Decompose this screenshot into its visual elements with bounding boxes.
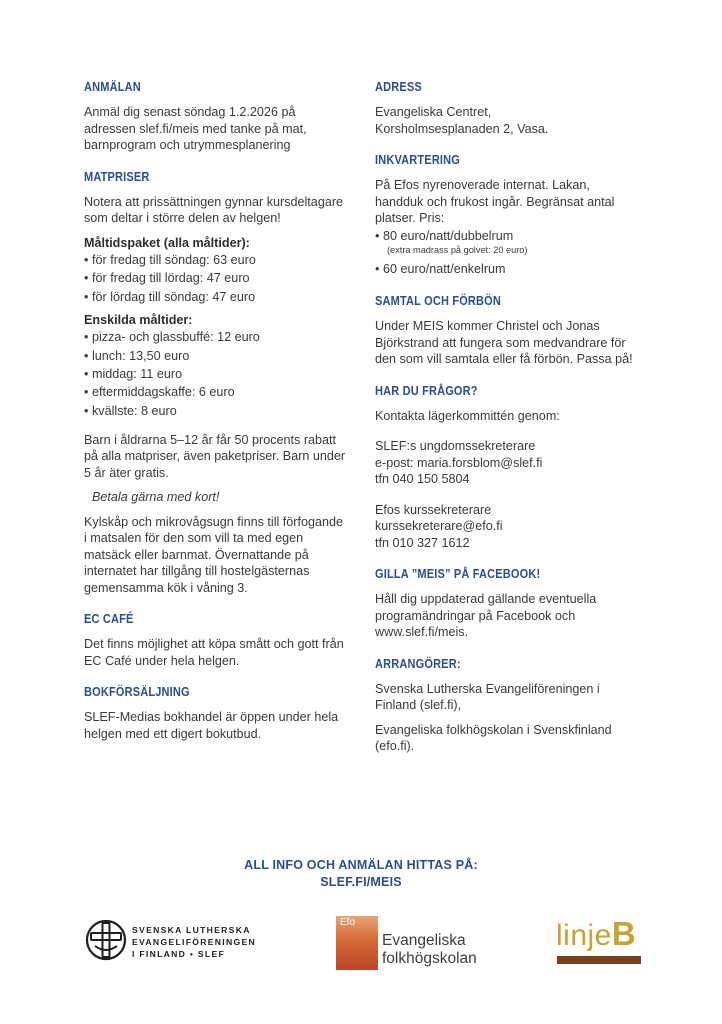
- bok-text: SLEF-Medias bokhandel är öppen under hela helgen med ett digert bokutbud.: [84, 710, 339, 741]
- list-item: • kvällste: 8 euro: [84, 403, 177, 418]
- heading-fragor: HAR DU FRÅGOR?: [375, 383, 478, 398]
- contact-slef-role: SLEF:s ungdomssekreterare: [375, 439, 536, 454]
- list-item: • pizza- och glassbuffé: 12 euro: [84, 330, 260, 345]
- inkvartering-list: [375, 227, 637, 279]
- arrangorer-text1: Svenska Lutherska Evangeliföreningen i Finland (slef.fi),: [375, 681, 600, 713]
- enskilda-title: Enskilda måltider:: [84, 312, 193, 327]
- linjeb-logo: [555, 916, 643, 968]
- list-item: • 80 euro/natt/dubbelrum: [375, 228, 514, 243]
- adress-line1: Evangeliska Centret,: [375, 105, 492, 119]
- paket-list: [84, 251, 346, 306]
- contact-efo: [375, 502, 637, 552]
- efo-logo: [336, 916, 496, 970]
- anmalan-text: Anmäl dig senast söndag 1.2.2026 på adressen slef.fi/meis med tanke på mat, barnprogram och utrymmesplanering: [84, 105, 307, 152]
- matpriser-intro: Notera att prissättningen gynnar kursdeltagare som deltar i större delen av helgen!: [84, 194, 344, 225]
- slef-logo: [84, 916, 294, 966]
- contact-slef: [375, 438, 637, 488]
- section-bokforsaljning: [84, 685, 346, 742]
- heading-eccafe: EC CAFÉ: [84, 612, 134, 627]
- kort-text: Betala gärna med kort!: [92, 490, 220, 505]
- heading-facebook: GILLA ”MEIS” PÅ FACEBOOK!: [375, 567, 541, 582]
- section-facebook: [375, 567, 637, 641]
- arrangorer-text2: Evangeliska folkhögskolan i Svenskfinland (efo.fi).: [375, 722, 612, 754]
- contact-slef-phone: tfn 040 150 5804: [375, 472, 470, 487]
- logos: [0, 912, 722, 972]
- section-inkvartering: [375, 153, 637, 278]
- adress-line2: Korsholmsesplanaden 2, Vasa.: [375, 121, 549, 136]
- paket-title: Måltidspaket (alla måltider):: [84, 235, 250, 250]
- section-adress: [375, 80, 637, 137]
- heading-adress: ADRESS: [375, 80, 422, 94]
- section-samtal: [375, 294, 637, 368]
- slef-cross-icon: [84, 918, 128, 962]
- contact-efo-email: kurssekreterare@efo.fi: [375, 519, 503, 534]
- heading-matpriser: MATPRISER: [84, 169, 150, 184]
- section-matpriser: [84, 170, 346, 597]
- footer-info: [0, 857, 722, 891]
- enskilda-list: [84, 328, 346, 419]
- list-item: • eftermiddagskaffe: 6 euro: [84, 385, 235, 400]
- contact-efo-role: Efos kurssekreterare: [375, 502, 492, 517]
- list-item: • för fredag till lördag: 47 euro: [84, 271, 250, 286]
- section-anmalan: [84, 80, 346, 154]
- linjeb-wordmark: linjeB: [556, 915, 637, 952]
- kylskap-text: Kylskåp och mikrovågsugn finns till förfogande i matsalen för den som vill ta med egen matsäck eller barnmat. Övernattande på internatet har tillgång till hostelgästernas gemensamma kök i våning 3.: [84, 514, 344, 595]
- samtal-text: Under MEIS kommer Christel och Jonas Björkstrand att fungera som medvandrare för den som vill samtala eller få förbön. Passa på!: [375, 319, 633, 367]
- slef-logo-text: SVENSKA LUTHERSKA EVANGELIFÖRENINGEN I FINLAND • SLEF: [132, 925, 256, 959]
- contact-slef-email: e-post: maria.forsblom@slef.fi: [375, 455, 543, 470]
- fragor-intro: Kontakta lägerkommittén genom:: [375, 408, 560, 423]
- heading-inkvartering: INKVARTERING: [375, 153, 461, 167]
- left-column: [84, 80, 346, 758]
- list-item: • middag: 11 euro: [84, 366, 183, 381]
- barn-text: Barn i åldrarna 5–12 år får 50 procents rabatt på alla matpriser, även paketpriser. Barn under 5 år äter gratis.: [84, 432, 346, 480]
- heading-arrangorer: ARRANGÖRER:: [375, 656, 461, 671]
- list-item: • för fredag till söndag: 63 euro: [84, 253, 256, 267]
- contact-efo-phone: tfn 010 327 1612: [375, 535, 470, 550]
- section-arrangorer: [375, 657, 637, 755]
- inkvartering-text: På Efos nyrenoverade internat. Lakan, handduk och frukost ingår. Begränsat antal platser. Pris:: [375, 178, 615, 225]
- list-item: • 60 euro/natt/enkelrum: [375, 261, 506, 276]
- adress-text: [375, 104, 637, 137]
- heading-anmalan: ANMÄLAN: [84, 80, 141, 94]
- section-eccafe: [84, 612, 346, 669]
- section-fragor: [375, 384, 637, 552]
- list-item: • lunch: 13,50 euro: [84, 348, 190, 363]
- heading-samtal: SAMTAL OCH FÖRBÖN: [375, 294, 502, 309]
- efo-logo-mark: Efo: [336, 916, 378, 970]
- eccafe-text: Det finns möjlighet att köpa smått och gott från EC Café under hela helgen.: [84, 637, 344, 668]
- linjeb-bar: [557, 956, 641, 964]
- list-item: • för lördag till söndag: 47 euro: [84, 289, 256, 304]
- facebook-text: Håll dig uppdaterad gällande eventuella programändringar på Facebook och www.slef.fi/meis.: [375, 592, 597, 640]
- right-column: [375, 80, 637, 771]
- efo-logo-text: Evangeliska folkhögskolan: [382, 932, 477, 967]
- extra-madrass-note: (extra madrass på golvet: 20 euro): [387, 244, 528, 255]
- footer-line1: ALL INFO OCH ANMÄLAN HITTAS PÅ:: [244, 858, 478, 872]
- footer-line2: SLEF.FI/MEIS: [320, 875, 402, 889]
- heading-bokforsaljning: BOKFÖRSÄLJNING: [84, 685, 190, 700]
